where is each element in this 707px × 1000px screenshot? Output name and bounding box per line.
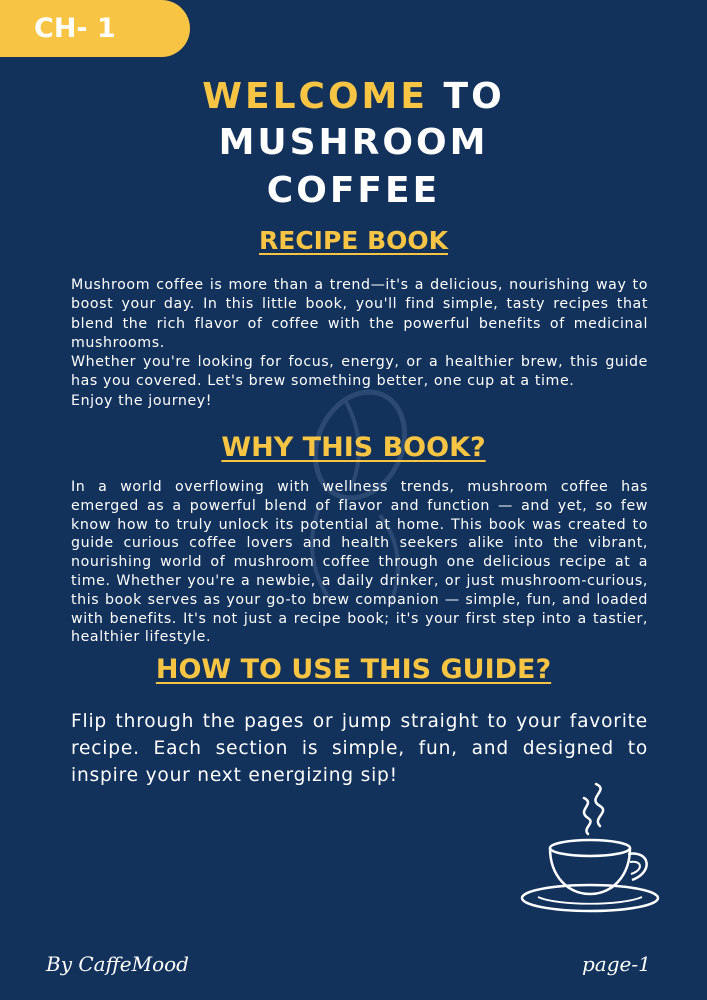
title-line-1 [0,74,707,120]
recipe-book-subtitle: RECIPE BOOK [258,226,448,255]
why-this-book-text [71,478,648,647]
title-highlight: WELCOME [202,76,428,117]
intro-paragraph-3: Enjoy the journey! [71,392,213,409]
title-line-1-rest: TO [427,76,505,117]
chapter-badge-label: CH- 1 [34,13,116,44]
how-to-use-heading: HOW TO USE THIS GUIDE? [155,654,552,685]
intro-text [71,276,648,411]
title-line-3: COFFEE [266,170,441,211]
coffee-cup-icon [518,776,668,916]
intro-paragraph-1: Mushroom coffee is more than a trend—it's a delicious, nourishing way to boost your day. In this little book, you'll find simple, tasty recipes that blend the rich flavor of coffee with the powerful benefits of medicinal mushrooms. [71,277,648,351]
author-credit: By CaffeMood [46,952,189,976]
intro-paragraph-2: Whether you're looking for focus, energy, or a healthier brew, this guide has you covered. Let's brew something better, one cup at a time. [71,354,648,390]
why-paragraph: In a world overflowing with wellness trends, mushroom coffee has emerged as a powerful blend of flavor and function — and yet, so few know how to truly unlock its potential at home. This book was created to guide curious coffee lovers and health seekers alike into the vibrant, nourishing world of mushroom coffee through one delicious recipe at a time. Whether you're a newbie, a daily drinker, or just mushroom-curious, this book serves as your go-to brew companion — simple, fun, and loaded with benefits. It's not just a recipe book; it's your first step into a tastier, healthier lifestyle. [71,479,648,646]
page-number: page-1 [582,952,651,976]
how-paragraph: Flip through the pages or jump straight to your favorite recipe. Each section is simple, fun, and designed to inspire your next energizing sip! [71,711,648,786]
chapter-badge [0,0,190,57]
why-this-book-heading: WHY THIS BOOK? [221,432,486,463]
title-line-2: MUSHROOM [218,122,489,163]
